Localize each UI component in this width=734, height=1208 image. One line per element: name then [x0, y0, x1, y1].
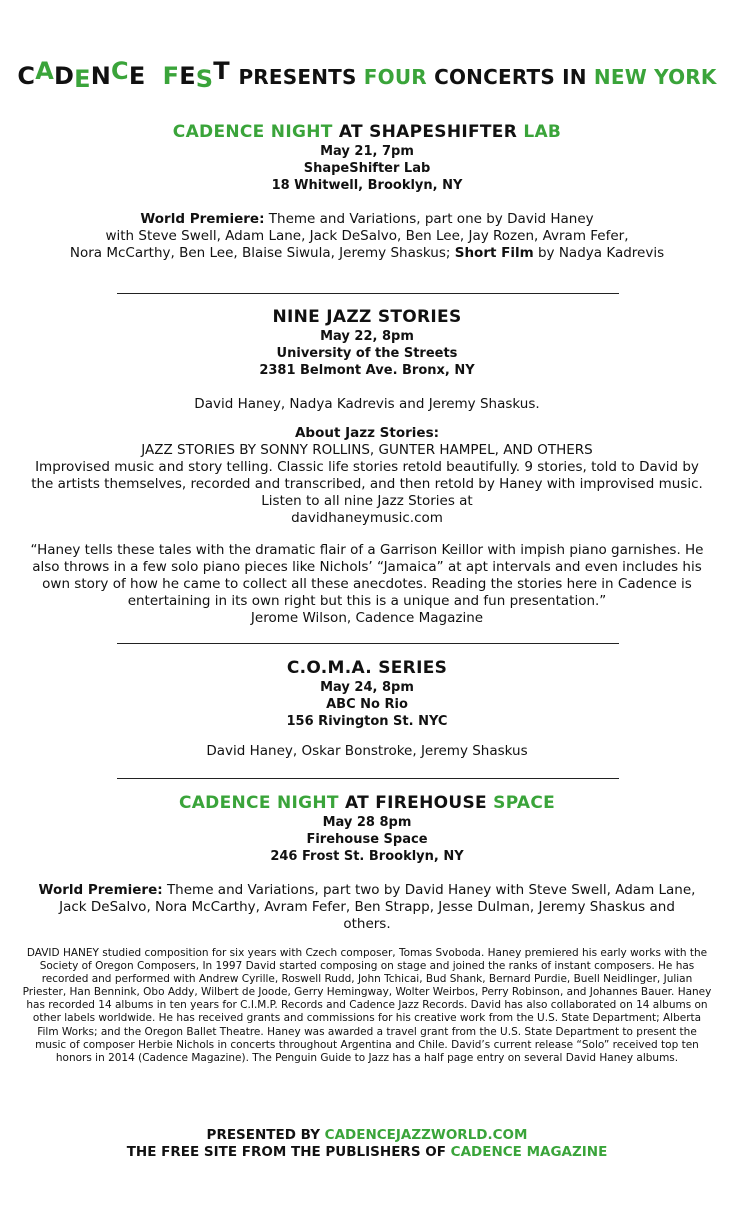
page-banner: [0, 57, 734, 93]
concert-1-title: CADENCE NIGHT AT SHAPESHIFTER LAB: [172, 122, 562, 142]
artist-bio: DAVID HANEY studied composition for six years with Czech composer, Tomas Svoboda. Haney premiered his early works with the Society of Oregon Composers, In 1997 David started composing on stage and joined the ranks of instant composers. He has recorded and performed with Andrew Cyrille, Roswell Rudd, John Tchicai, Bud Shank, Bernard Purdie, Buell Neidlinger, Julian Priester, Han Bennink, Obo Addy, Wilbert de Joode, Gerry Hemingway, Wolter Weirbos, Perry Robinson, and Johannes Bauer. Haney has recorded 14 albums in ten years for C.I.M.P. Records and Cadence Jazz Records. David has also collaborated on 14 albums on other labels worldwide. He has received grants and commissions for his creative work from the U.S. State Department; Alberta Film Works; and the Oregon Ballet Theatre. Haney was awarded a travel grant from the U.S. State Department to present the music of composer Herbie Nichols in concerts throughout Argentina and Chile. David’s current release “Solo” received top ten honors in 2014 (Cadence Magazine). The Penguin Guide to Jazz has a half page entry on several David Haney albums.: [22, 947, 712, 1064]
premiere-label: World Premiere:: [140, 211, 265, 227]
banner-new-york: NEW YORK: [593, 65, 717, 89]
concert-2: [0, 306, 734, 627]
concert-3-title: C.O.M.A. SERIES: [286, 658, 448, 678]
divider: [117, 643, 619, 644]
quote-author: Jerome Wilson, Cadence Magazine: [250, 610, 484, 626]
concert-3-performers: David Haney, Oskar Bonstroke, Jeremy Shaskus: [206, 743, 528, 759]
concert-1: [0, 121, 734, 262]
website-link[interactable]: davidhaneymusic.com: [291, 510, 443, 526]
concert-1-venue: ShapeShifter Lab: [303, 161, 431, 176]
concert-1-date: May 21, 7pm: [320, 144, 414, 159]
listen-text: Listen to all nine Jazz Stories at: [261, 493, 473, 509]
concert-2-date: May 22, 8pm: [320, 329, 414, 344]
about-text: Improvised music and story telling. Classic life stories retold beautifully. 9 stories, told to David by the artists themselves, recorded and transcribed, and then retold by Haney with improvised music.: [31, 459, 703, 492]
concert-3-date: May 24, 8pm: [320, 680, 414, 695]
concert-1-description: World Premiere: Theme and Variations, part one by David Haney with Steve Swell, Adam Lane, Jack DeSalvo, Ben Lee, Jay Rozen, Avram Fefer, Nora McCarthy, Ben Lee, Blaise Siwula, Jeremy Shaskus; Short Film by Nadya Kadrevis: [69, 211, 665, 261]
concert-3-address: 156 Rivington St. NYC: [286, 714, 448, 729]
about-jazz-stories: [0, 425, 734, 527]
about-label: About Jazz Stories:: [294, 425, 440, 441]
concert-2-venue: University of the Streets: [276, 346, 458, 361]
concert-4-venue: Firehouse Space: [306, 832, 428, 847]
concert-2-performers: David Haney, Nadya Kadrevis and Jeremy Shaskus.: [194, 396, 540, 412]
banner-four: FOUR: [363, 65, 427, 89]
footer-magazine: CADENCE MAGAZINE: [450, 1144, 608, 1160]
banner-concerts-in: CONCERTS IN: [434, 65, 587, 89]
concert-3: [0, 657, 734, 760]
short-film-label: Short Film: [454, 245, 534, 261]
concert-4: [0, 792, 734, 933]
divider: [117, 778, 619, 779]
cadence-fest-logo: CADENCE FEST: [17, 57, 230, 93]
concert-3-venue: ABC No Rio: [326, 697, 408, 712]
divider: [117, 293, 619, 294]
concert-1-address: 18 Whitwell, Brooklyn, NY: [271, 178, 463, 193]
concert-4-description: World Premiere: Theme and Variations, part two by David Haney with Steve Swell, Adam Lane, Jack DeSalvo, Nora McCarthy, Avram Fefer, Ben Strapp, Jesse Dulman, Jeremy Shaskus and others.: [38, 882, 696, 932]
footer-site-link[interactable]: CADENCEJAZZWORLD.COM: [324, 1127, 528, 1143]
concert-2-address: 2381 Belmont Ave. Bronx, NY: [259, 363, 475, 378]
premiere-label: World Premiere:: [38, 882, 163, 898]
concert-4-address: 246 Frost St. Brooklyn, NY: [270, 849, 464, 864]
footer: PRESENTED BY CADENCEJAZZWORLD.COM THE FREE SITE FROM THE PUBLISHERS OF CADENCE MAGAZINE: [126, 1127, 608, 1160]
concert-4-date: May 28 8pm: [322, 815, 412, 830]
about-subtitle: JAZZ STORIES BY SONNY ROLLINS, GUNTER HAMPEL, AND OTHERS: [141, 442, 593, 458]
banner-presents: PRESENTS: [238, 65, 357, 89]
concert-4-title: CADENCE NIGHT AT FIREHOUSE SPACE: [178, 793, 556, 813]
concert-2-title: NINE JAZZ STORIES: [272, 307, 462, 327]
review-quote: “Haney tells these tales with the dramatic flair of a Garrison Keillor with impish piano garnishes. He also throws in a few solo piano pieces like Nichols’ “Jamaica” at apt intervals and even includes his own story of how he came to collect all these anecdotes. Reading the stories here in Cadence is entertaining in its own right but this is a unique and fun presentation.” Jerome Wilson, Cadence Magazine: [0, 542, 734, 627]
